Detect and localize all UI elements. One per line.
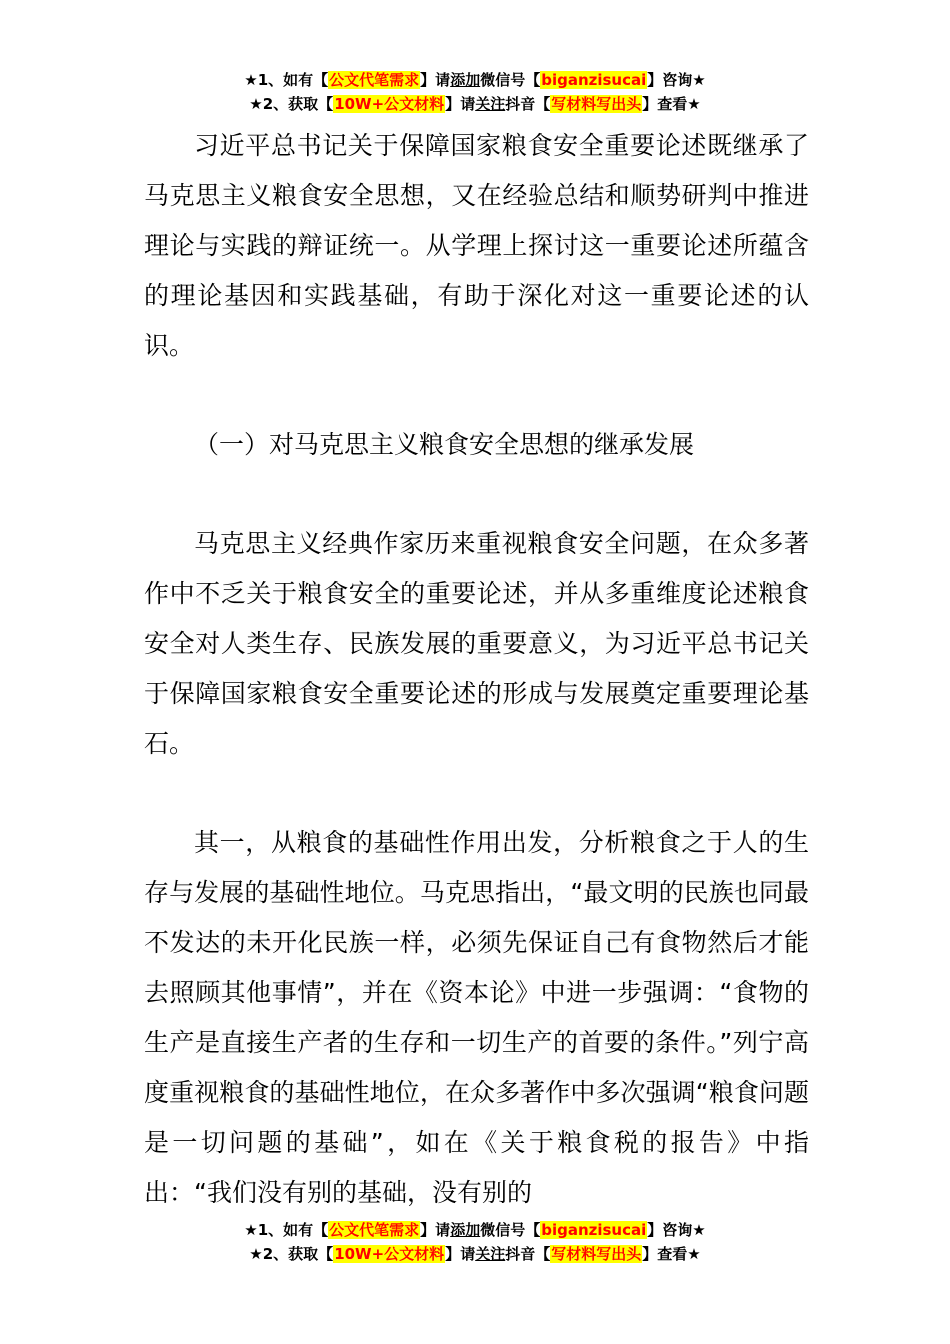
promo-line-2 <box>0 92 950 116</box>
wechat-id-highlight: biganzisucai <box>541 71 647 89</box>
promo-text: 】请 <box>445 95 476 113</box>
promo-text: 】请 <box>420 71 451 89</box>
promo-text: 】查看★ <box>642 95 701 113</box>
douyin-id-highlight: 写材料写出头 <box>551 1245 642 1263</box>
promo-text: ★2、获取【 <box>249 95 334 113</box>
promo-banner-top <box>0 68 950 116</box>
paragraph-gap <box>144 371 809 420</box>
wechat-id-highlight: biganzisucai <box>541 1221 647 1239</box>
promo-text: ★2、获取【 <box>249 1245 334 1263</box>
promo-text: 微信号【 <box>480 71 541 89</box>
promo-underline: 添加 <box>450 71 481 89</box>
promo-underline: 添加 <box>450 1221 481 1239</box>
promo-banner-bottom <box>0 1218 950 1266</box>
promo-text: 微信号【 <box>480 1221 541 1239</box>
promo-text: 】咨询★ <box>647 1221 706 1239</box>
intro-paragraph: 习近平总书记关于保障国家粮食安全重要论述既继承了马克思主义粮食安全思想，又在经验总结和顺势研判中推进理论与实践的辩证统一。从学理上探讨这一重要论述所蕴含的理论基因和实践基础，有助于深化对这一重要论述的认识。 <box>144 131 809 360</box>
promo-line-1 <box>0 68 950 92</box>
promo-highlight: 10W+公文材料 <box>334 95 445 113</box>
promo-underline: 关注 <box>475 1245 506 1263</box>
promo-line-1 <box>0 1218 950 1242</box>
promo-text: ★1、如有【 <box>244 1221 329 1239</box>
douyin-id-highlight: 写材料写出头 <box>551 95 642 113</box>
paragraph-gap <box>144 470 809 519</box>
body-paragraph: 其一，从粮食的基础性作用出发，分析粮食之于人的生存与发展的基础性地位。马克思指出，“最文明的民族也同最不发达的未开化民族一样，必须先保证自己有食物然后才能去照顾其他事情”，并在《资本论》中进一步强调：“食物的生产是直接生产者的生存和一切生产的首要的条件。”列宁高度重视粮食的基础性地位，在众多著作中多次强调“粮食问题是一切问题的基础”，如在《关于粮食税的报告》中指出：“我们没有别的基础，没有别的 <box>144 828 809 1207</box>
promo-highlight: 10W+公文材料 <box>334 1245 445 1263</box>
promo-text: 】请 <box>420 1221 451 1239</box>
promo-highlight: 公文代笔需求 <box>329 71 420 89</box>
promo-highlight: 公文代笔需求 <box>329 1221 420 1239</box>
promo-text: 】请 <box>445 1245 476 1263</box>
body-paragraph: 马克思主义经典作家历来重视粮食安全问题，在众多著作中不乏关于粮食安全的重要论述，并从多重维度论述粮食安全对人类生存、民族发展的重要意义，为习近平总书记关于保障国家粮食安全重要论述的形成与发展奠定重要理论基石。 <box>144 529 809 758</box>
promo-text: 抖音【 <box>505 1245 551 1263</box>
promo-line-2 <box>0 1242 950 1266</box>
section-heading: （一）对马克思主义粮食安全思想的继承发展 <box>194 430 695 459</box>
promo-text: 】咨询★ <box>647 71 706 89</box>
promo-text: ★1、如有【 <box>244 71 329 89</box>
promo-text: 抖音【 <box>505 95 551 113</box>
promo-underline: 关注 <box>475 95 506 113</box>
paragraph-gap <box>144 769 809 818</box>
promo-text: 】查看★ <box>642 1245 701 1263</box>
document-body <box>144 121 809 1218</box>
